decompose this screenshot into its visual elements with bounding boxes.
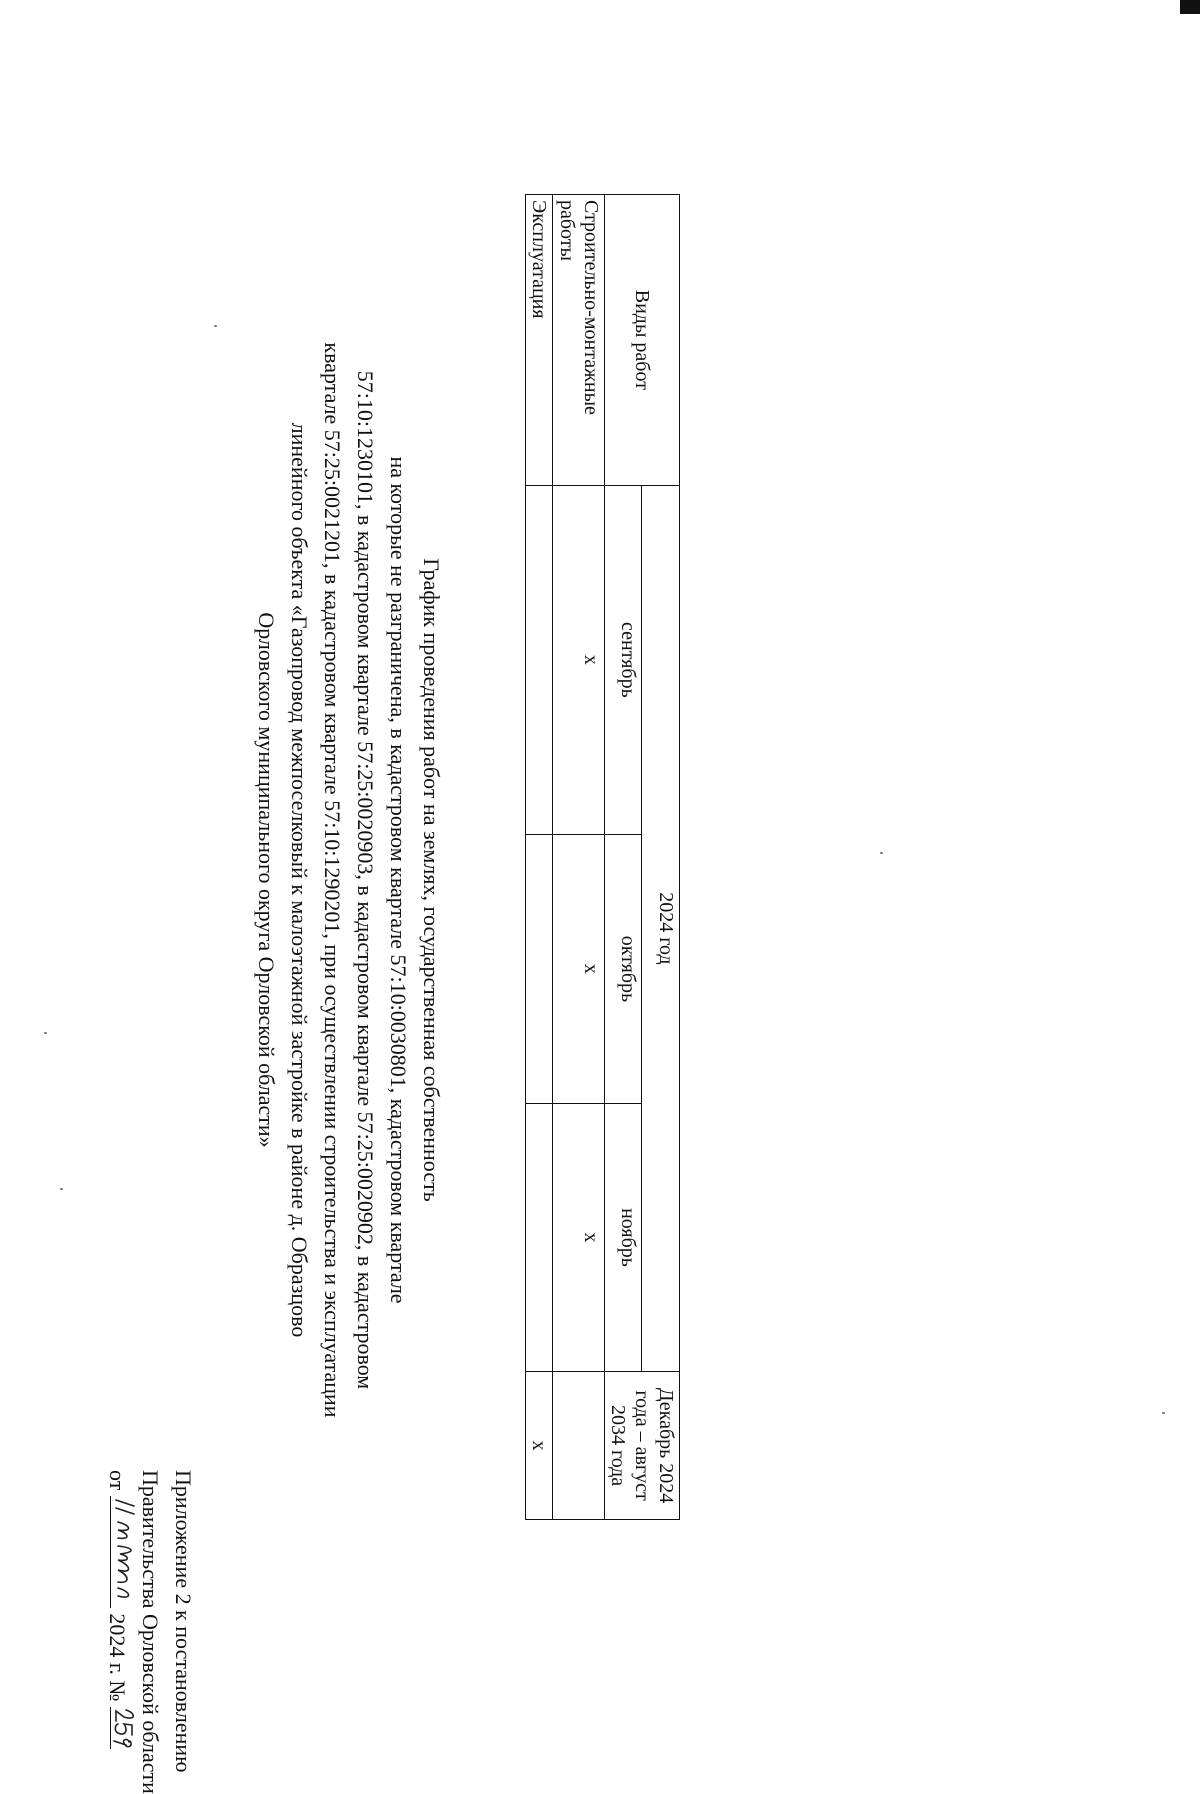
handwritten-date-scribble bbox=[110, 1496, 140, 1608]
header-year: 2024 год bbox=[642, 485, 680, 1371]
title-line-6: Орловского муниципального округа Орловской области» bbox=[254, 612, 279, 1148]
header-work-kind: Виды работ bbox=[605, 195, 680, 486]
table-header-row bbox=[642, 195, 680, 1520]
header-range: Декабрь 2024 года – август 2034 года bbox=[605, 1372, 680, 1520]
handwritten-date bbox=[110, 1496, 131, 1608]
date-year: 2024 г. № bbox=[105, 1613, 130, 1702]
table-row bbox=[553, 195, 605, 1520]
title-line-5: линейного объекта «Газопровод межпоселковый к малоэтажной застройке в районе д. Образцово bbox=[287, 422, 312, 1338]
title-line-2: на которые не разграничена, в кадастровом квартале 57:10:0030801, кадастровом квартале bbox=[386, 456, 411, 1304]
date-prefix: от bbox=[105, 1470, 130, 1491]
row-work-kind: Строительно-монтажные работы bbox=[553, 195, 605, 486]
row-cell-november bbox=[526, 1103, 553, 1371]
table-row bbox=[526, 195, 553, 1520]
appendix-line-2: Правительства Орловской области bbox=[138, 1470, 163, 1794]
appendix-header bbox=[101, 1470, 200, 1794]
header-month-october: октябрь bbox=[605, 835, 643, 1104]
appendix-date-line bbox=[101, 1470, 134, 1710]
row-cell-october: x bbox=[553, 835, 605, 1104]
row-cell-range: x bbox=[526, 1372, 553, 1520]
row-work-kind: Эксплуатация bbox=[526, 195, 553, 486]
handwritten-number-scribble bbox=[110, 1707, 140, 1749]
work-schedule-table bbox=[525, 194, 680, 1520]
header-month-november: ноябрь bbox=[605, 1103, 643, 1371]
document-title bbox=[250, 200, 448, 1560]
row-cell-september: x bbox=[553, 485, 605, 834]
title-line-4: квартале 57:25:0021201, в кадастровом квартале 57:10:1290201, при осуществлении строительства и эксплуатации bbox=[320, 342, 345, 1418]
handwritten-number bbox=[110, 1707, 131, 1749]
title-line-3: 57:10:1230101, в кадастровом квартале 57:25:0020903, в кадастровом квартале 57:25:0020902, в кадастровом bbox=[353, 370, 378, 1390]
appendix-line-1: Приложение 2 к постановлению bbox=[171, 1470, 196, 1773]
header-month-september: сентябрь bbox=[605, 485, 643, 834]
title-line-1: График проведения работ на землях, государственная собственность bbox=[419, 558, 444, 1202]
row-cell-october bbox=[526, 835, 553, 1104]
row-cell-november: x bbox=[553, 1103, 605, 1371]
row-cell-range bbox=[553, 1372, 605, 1520]
row-cell-september bbox=[526, 485, 553, 834]
